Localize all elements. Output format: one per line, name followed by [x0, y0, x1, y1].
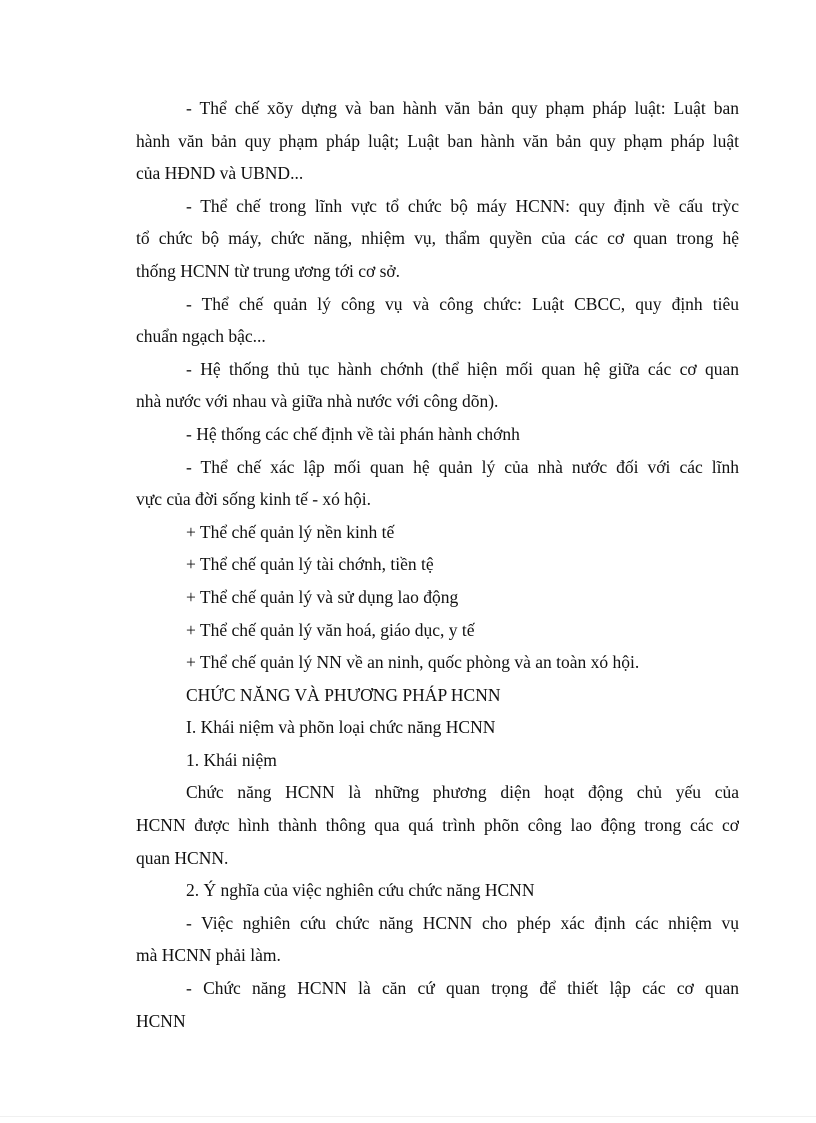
- text-line: - Thể chế quản lý công vụ và công chức: Luật CBCC, quy định tiêu: [186, 293, 739, 314]
- text-line: hành văn bản quy phạm pháp luật; Luật ban hành văn bản quy phạm pháp luật: [136, 130, 739, 151]
- text-line: tổ chức bộ máy, chức năng, nhiệm vụ, thẩm quyền của các cơ quan trong hệ: [136, 228, 739, 249]
- text-line: + Thể chế quản lý NN về an ninh, quốc phòng và an toàn xó hội.: [186, 652, 640, 673]
- subsection-heading: 2. Ý nghĩa của việc nghiên cứu chức năng HCNN: [186, 880, 535, 901]
- document-body: [136, 92, 739, 1037]
- text-line: HCNN được hình thành thông qua quá trình phõn công lao động trong các cơ: [136, 815, 739, 836]
- text-line: + Thể chế quản lý tài chớnh, tiền tệ: [186, 554, 434, 575]
- text-line: - Thể chế trong lĩnh vực tổ chức bộ máy HCNN: quy định về cấu trỳc: [186, 195, 739, 216]
- text-line: HCNN: [136, 1010, 186, 1031]
- text-line: mà HCNN phải làm.: [136, 945, 281, 966]
- page-edge-divider: [0, 1116, 816, 1117]
- text-line: Chức năng HCNN là những phương diện hoạt động chủ yếu của: [186, 782, 739, 803]
- section-heading: CHỨC NĂNG VÀ PHƯƠNG PHÁP HCNN: [186, 684, 501, 705]
- text-line: - Việc nghiên cứu chức năng HCNN cho phép xác định các nhiệm vụ: [186, 912, 739, 933]
- text-line: của HĐND và UBND...: [136, 163, 304, 184]
- subsection-heading: I. Khái niệm và phõn loại chức năng HCNN: [186, 717, 496, 738]
- subsection-heading: 1. Khái niệm: [186, 749, 277, 770]
- text-line: + Thể chế quản lý nền kinh tế: [186, 521, 395, 542]
- text-line: vực của đời sống kinh tế - xó hội.: [136, 489, 372, 510]
- text-line: - Hệ thống các chế định về tài phán hành chớnh: [186, 423, 520, 444]
- text-line: - Thể chế xác lập mối quan hệ quản lý của nhà nước đối với các lĩnh: [186, 456, 739, 477]
- text-line: - Hệ thống thủ tục hành chớnh (thể hiện mối quan hệ giữa các cơ quan: [186, 358, 739, 379]
- text-line: chuẩn ngạch bậc...: [136, 326, 266, 347]
- text-line: thống HCNN từ trung ương tới cơ sở.: [136, 260, 401, 281]
- text-line: + Thể chế quản lý văn hoá, giáo dục, y tế: [186, 619, 475, 640]
- text-line: - Chức năng HCNN là căn cứ quan trọng để thiết lập các cơ quan: [186, 978, 739, 999]
- text-line: - Thể chế xõy dựng và ban hành văn bản quy phạm pháp luật: Luật ban: [186, 98, 739, 118]
- text-line: quan HCNN.: [136, 847, 229, 868]
- text-line: + Thể chế quản lý và sử dụng lao động: [186, 586, 459, 607]
- text-line: nhà nước với nhau và giữa nhà nước với công dõn).: [136, 391, 499, 412]
